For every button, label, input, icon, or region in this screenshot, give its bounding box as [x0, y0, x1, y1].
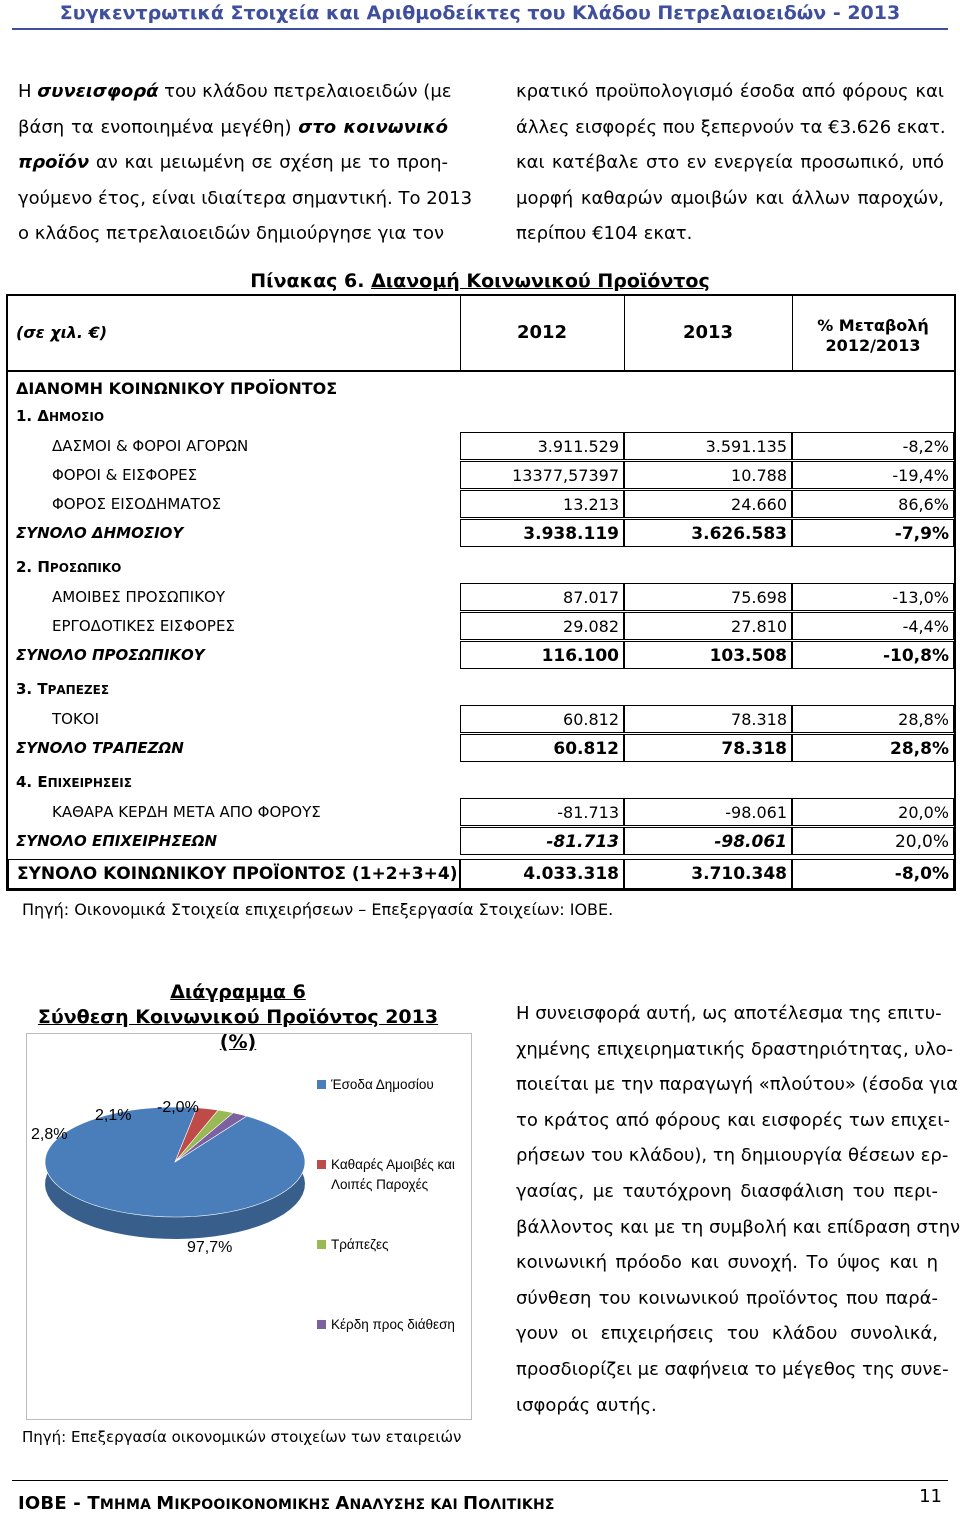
- legend-label-3: Τράπεζες: [331, 1237, 389, 1252]
- pie-data-label-3: 2,1%: [95, 1107, 132, 1124]
- row-2012: 29.082: [460, 612, 624, 640]
- header-2013: 2013: [682, 322, 734, 343]
- total-change: -7,9%: [792, 519, 954, 547]
- legend-swatch-4: [317, 1320, 326, 1329]
- row-change: -4,4%: [792, 612, 954, 640]
- total-label: ΣΥΝΟΛΟ ΠΡΟΣΩΠΙΚΟΥ: [16, 646, 205, 664]
- row-2012: 13.213: [460, 490, 624, 518]
- table-row: [8, 461, 954, 489]
- group-heading: 2. ΠΡΟΣΩΠΙΚΟ: [16, 558, 122, 576]
- intro-right-line: μορφή καθαρών αμοιβών και άλλων παροχών,: [516, 187, 944, 209]
- footer-rule: [12, 1480, 948, 1481]
- row-2013: 75.698: [624, 583, 792, 611]
- page-number: 11: [919, 1486, 942, 1507]
- table-group-heading: [8, 675, 954, 703]
- intro-right-line: κρατικό προϋπολογισμό έσοδα από φόρους και: [516, 81, 944, 102]
- total-2013: 103.508: [624, 641, 792, 669]
- chart-title-line2: Σύνθεση Κοινωνικού Προϊόντος 2013 (%): [37, 1006, 439, 1053]
- row-change: 20,0%: [792, 798, 954, 826]
- table-section-row: [8, 376, 954, 402]
- legend-label-1: Έσοδα Δημοσίου: [331, 1077, 434, 1092]
- footer-organization: ΙΟΒΕ - ΤΜΗΜΑ ΜΙΚΡΟΟΙΚΟΝΟΜΙΚΗΣ ΑΝΑΛΥΣΗΣ ΚΑΙ ΠΟΛΙΤΙΚΗΣ: [18, 1493, 555, 1514]
- right-paragraph-line: γασίας, με ταυτόχρονη διασφάλιση του περι-: [516, 1180, 938, 1202]
- pie-chart-frame: [26, 1033, 472, 1420]
- right-paragraph-line: ισφοράς αυτής.: [516, 1394, 657, 1416]
- right-paragraph-line: χημένης επιχειρηματικής δραστηριότητας, υλο-: [516, 1038, 954, 1060]
- row-2013: 78.318: [624, 705, 792, 733]
- pie-data-label-1: 97,7%: [187, 1239, 233, 1256]
- section-heading: ΔΙΑΝΟΜΗ ΚΟΙΝΩΝΙΚΟΥ ΠΡΟΪΟΝΤΟΣ: [16, 379, 338, 398]
- chart-title-line1: Διάγραμμα 6: [170, 981, 306, 1003]
- table-source: Πηγή: Οικονομικά Στοιχεία επιχειρήσεων – Επεξεργασία Στοιχείων: ΙΟΒΕ.: [22, 900, 614, 919]
- table-row: [8, 612, 954, 640]
- row-change: -13,0%: [792, 583, 954, 611]
- row-label: ΚΑΘΑΡΑ ΚΕΡΔΗ ΜΕΤΑ ΑΠΟ ΦΟΡΟΥΣ: [52, 803, 321, 821]
- table-total-row: [8, 734, 954, 762]
- table-grand-total-row: [8, 859, 954, 889]
- right-paragraph-line: ποιείται με την παραγωγή «πλούτου» (έσοδα για: [516, 1074, 959, 1096]
- table-row: [8, 490, 954, 518]
- table-row: [8, 705, 954, 733]
- table-title-prefix: Πίνακας 6.: [250, 270, 372, 292]
- legend-label-4: Κέρδη προς διάθεση: [331, 1317, 455, 1332]
- intro-left-line: βάση τα ενοποιημένα μεγέθη) στο κοινωνικό: [18, 116, 449, 138]
- row-2012: 60.812: [460, 705, 624, 733]
- row-label: ΑΜΟΙΒΕΣ ΠΡΟΣΩΠΙΚΟΥ: [52, 588, 226, 606]
- row-label: ΦΟΡΟΣ ΕΙΣΟΔΗΜΑΤΟΣ: [52, 495, 222, 513]
- header-change-line1: % Μεταβολή: [817, 316, 929, 335]
- table-total-row: [8, 827, 954, 855]
- table-row: [8, 798, 954, 826]
- total-2012: -81.713: [460, 827, 624, 855]
- row-2013: 27.810: [624, 612, 792, 640]
- header-vline: [460, 296, 461, 370]
- intro-right-line: και κατέβαλε στο εν ενεργεία προσωπικό, υπό: [516, 152, 944, 173]
- table-title-main: Διανομή Κοινωνικού Προϊόντος: [371, 270, 710, 292]
- table-header-row: [8, 296, 954, 370]
- row-2012: 87.017: [460, 583, 624, 611]
- right-paragraph-line: γουν οι επιχειρήσεις του κλάδου συνολικά,: [516, 1323, 938, 1345]
- total-change: 28,8%: [792, 734, 954, 762]
- grand-total-label: ΣΥΝΟΛΟ ΚΟΙΝΩΝΙΚΟΥ ΠΡΟΪΟΝΤΟΣ (1+2+3+4): [8, 859, 460, 889]
- legend-swatch-2: [317, 1160, 326, 1169]
- pie-data-label-4: -2,0%: [157, 1099, 199, 1116]
- row-2013: 10.788: [624, 461, 792, 489]
- group-heading: 4. ΕΠΙΧΕΙΡΗΣΕΙΣ: [16, 773, 132, 791]
- distribution-table: [6, 294, 956, 891]
- pie-data-label-2: 2,8%: [31, 1126, 68, 1143]
- page-header: [0, 0, 960, 30]
- header-divider: [8, 370, 954, 372]
- total-2012: 116.100: [460, 641, 624, 669]
- row-2013: 24.660: [624, 490, 792, 518]
- intro-right-line: άλλες εισφορές που ξεπερνούν τα €3.626 εκατ.: [516, 116, 946, 138]
- total-label: ΣΥΝΟΛΟ ΤΡΑΠΕΖΩΝ: [16, 739, 184, 757]
- table-total-row: [8, 519, 954, 547]
- row-label: ΤΟΚΟΙ: [52, 710, 100, 728]
- legend-label-2: Λοιπές Παροχές: [331, 1177, 429, 1192]
- total-2013: 78.318: [624, 734, 792, 762]
- legend-swatch-3: [317, 1240, 326, 1249]
- right-paragraph-line: Η συνεισφορά αυτή, ως αποτέλεσμα της επιτυ-: [516, 1003, 942, 1024]
- right-paragraph-line: βάλλοντος και με τη συμβολή και επίδραση στην: [516, 1216, 960, 1238]
- legend-label-2: Καθαρές Αμοιβές και: [331, 1157, 455, 1172]
- right-paragraph-line: κοινωνική πρόοδο και συνοχή. Το ύψος και η: [516, 1252, 938, 1274]
- row-label: ΕΡΓΟΔΟΤΙΚΕΣ ΕΙΣΦΟΡΕΣ: [52, 617, 235, 635]
- intro-left-line: προϊόν αν και μειωμένη σε σχέση με το προη-: [18, 152, 448, 173]
- table-group-heading: [8, 768, 954, 796]
- row-change: -8,2%: [792, 432, 954, 460]
- header-change-line2: 2012/2013: [825, 336, 921, 355]
- header-title: Συγκεντρωτικά Στοιχεία και Αριθμοδείκτες του Κλάδου Πετρελαιοειδών - 2013: [59, 2, 901, 24]
- row-label: ΦΟΡΟΙ & ΕΙΣΦΟΡΕΣ: [52, 466, 198, 484]
- total-change: -10,8%: [792, 641, 954, 669]
- grand-total-2012: 4.033.318: [460, 859, 624, 889]
- total-2013: 3.626.583: [624, 519, 792, 547]
- intro-left-line: Η συνεισφορά του κλάδου πετρελαιοειδών (με: [18, 81, 452, 102]
- chart-source: Πηγή: Επεξεργασία οικονομικών στοιχείων των εταιρειών: [22, 1428, 462, 1446]
- table-row: [8, 432, 954, 460]
- total-2013: -98.061: [624, 827, 792, 855]
- row-change: 28,8%: [792, 705, 954, 733]
- table-row: [8, 583, 954, 611]
- total-label: ΣΥΝΟΛΟ ΕΠΙΧΕΙΡΗΣΕΩΝ: [16, 832, 218, 850]
- intro-left-line: ο κλάδος πετρελαιοειδών δημιούργησε για τον: [18, 223, 445, 244]
- pie-chart: [27, 1034, 471, 1419]
- header-vline: [792, 296, 793, 370]
- row-change: 86,6%: [792, 490, 954, 518]
- legend-swatch-1: [317, 1080, 326, 1089]
- right-paragraph-line: ρήσεων του κλάδου), τη δημιουργία θέσεων ερ-: [516, 1145, 949, 1167]
- group-heading: 3. ΤΡΑΠΕΖΕΣ: [16, 680, 110, 698]
- intro-right-column: [516, 74, 944, 252]
- group-heading: 1. ΔΗΜΟΣΙΟ: [16, 407, 105, 425]
- intro-left-line: γούμενο έτος, είναι ιδιαίτερα σημαντική. Το 2013: [18, 187, 473, 209]
- right-paragraph-line: σύνθεση του κοινωνικού προϊόντος που παρά-: [516, 1287, 938, 1309]
- header-rule: [12, 28, 948, 30]
- intro-left-column: [18, 74, 473, 252]
- row-2012: 3.911.529: [460, 432, 624, 460]
- header-vline: [624, 296, 625, 370]
- grand-total-2013: 3.710.348: [624, 859, 792, 889]
- header-2012: 2012: [516, 322, 568, 343]
- right-paragraph-line: το κράτος από φόρους και εισφορές των επιχει-: [516, 1109, 950, 1131]
- table-group-heading: [8, 553, 954, 581]
- row-2013: 3.591.135: [624, 432, 792, 460]
- row-2012: 13377,57397: [460, 461, 624, 489]
- row-2012: -81.713: [460, 798, 624, 826]
- total-2012: 3.938.119: [460, 519, 624, 547]
- row-2013: -98.061: [624, 798, 792, 826]
- total-label: ΣΥΝΟΛΟ ΔΗΜΟΣΙΟΥ: [16, 524, 184, 542]
- header-change: [792, 296, 954, 370]
- header-unit: (σε χιλ. €): [16, 323, 108, 342]
- intro-right-line: περίπου €104 εκατ.: [516, 223, 693, 244]
- total-2012: 60.812: [460, 734, 624, 762]
- table-title: [0, 270, 960, 292]
- right-paragraph: [516, 996, 960, 1423]
- row-label: ΔΑΣΜΟΙ & ΦΟΡΟΙ ΑΓΟΡΩΝ: [52, 437, 249, 455]
- row-change: -19,4%: [792, 461, 954, 489]
- table-group-heading: [8, 402, 954, 430]
- grand-total-change: -8,0%: [792, 859, 954, 889]
- table-total-row: [8, 641, 954, 669]
- total-change: 20,0%: [792, 827, 954, 855]
- right-paragraph-line: προσδιορίζει με σαφήνεια το μέγεθος της συνε-: [516, 1358, 949, 1380]
